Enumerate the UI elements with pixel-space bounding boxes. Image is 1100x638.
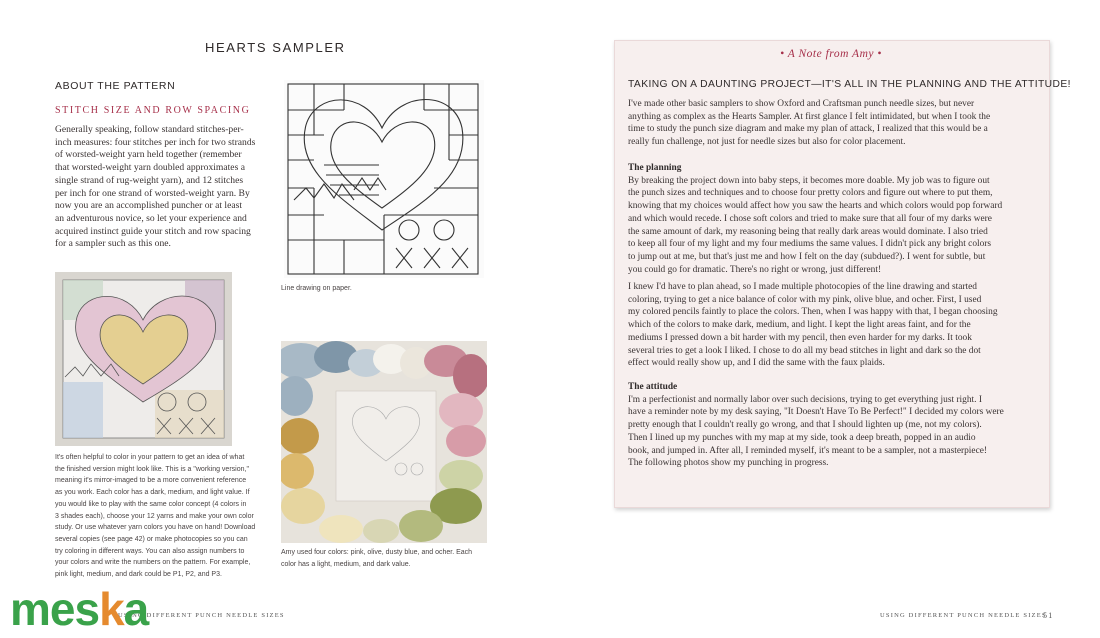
note-line: By breaking the project down into baby steps, it becomes more doable. My job was to figure out <box>628 175 990 186</box>
body-line: per inch for one strand of worsted-weight yarn. By <box>55 187 250 199</box>
logo-part: s <box>74 583 100 635</box>
note-line: book, and jumped in. After all, I reminded myself, it's meant to be a sampler, not a masterpiece! <box>628 445 988 456</box>
note-line: to keep all four of my light and my four mediums the same values. I didn't pick any bright colors <box>628 239 992 250</box>
note-line: really fun challenge, not just for needle sizes but also for color placement. <box>628 137 906 148</box>
body-line: Generally speaking, follow standard stitches-per- <box>55 124 244 135</box>
line-drawing-image <box>284 80 484 278</box>
note-line: several tries to get a look I liked. I chose to do all my bead stitches in light and dark so the dot <box>628 345 981 356</box>
body-line: acquired instinct guide your stitch and row spacing <box>55 225 251 237</box>
sub-heading: STITCH SIZE AND ROW SPACING <box>55 105 251 116</box>
note-line: you could go for dramatic. There's no right or wrong, just different! <box>628 264 882 275</box>
caption-line: your colors and write the numbers on the pattern. For example, <box>55 559 251 567</box>
caption-line: try coloring in different ways. You can also assign numbers to <box>55 547 245 555</box>
note-attitude-paragraph <box>628 381 1036 470</box>
page-title: HEARTS SAMPLER <box>205 40 346 55</box>
page-number: 51 <box>1043 611 1054 620</box>
note-intro-paragraph <box>628 98 1036 149</box>
caption-colored-pencil <box>55 452 265 581</box>
left-footer: USING DIFFERENT PUNCH NEEDLE SIZES <box>118 612 285 619</box>
note-line: and which would recede. I chose soft colors and tried to make sure that all four of my darks were <box>628 213 992 224</box>
note-line: coloring, trying to get a nice balance of color with my pink, olive blue, and ocher. First, I used <box>628 294 982 305</box>
note-line: I've made other basic samplers to show Oxford and Craftsman punch needle sizes, but never <box>628 99 975 109</box>
note-line: the punch sizes and techniques and to choose four pretty colors and figure out where to put them, <box>628 188 993 199</box>
note-line: pretty enough that I couldn't really go wrong, and that I should lighten up (me, not my colors). <box>628 420 982 431</box>
note-line: anything as complex as the Hearts Sampler. At first glance I felt intimidated, but when I took the <box>628 111 991 122</box>
note-line: which of the colors to make dark, medium, and light. I kept the light areas faint, and for the <box>628 320 971 331</box>
body-paragraph <box>55 124 261 251</box>
attitude-heading: The attitude <box>628 382 678 392</box>
caption-line-drawing: Line drawing on paper. <box>281 285 352 292</box>
note-line: I knew I'd have to plan ahead, so I made multiple photocopies of the line drawing and started <box>628 282 977 292</box>
caption-yarn-photo <box>281 547 496 570</box>
body-line: of worsted-weight yarn held together (remember <box>55 149 242 161</box>
logo-part: a <box>123 583 149 635</box>
right-footer: USING DIFFERENT PUNCH NEEDLE SIZES <box>880 612 1047 619</box>
note-line: my colored pencils faintly to place the colors. Then, when I was happy with that, I began choosing <box>628 307 998 318</box>
caption-line: pink light, medium, and dark could be P1, P2, and P3. <box>55 571 222 579</box>
body-line: inch measures: four stitches per inch for two strands <box>55 136 256 148</box>
note-line: Then I lined up my punches with my map at my side, took a deep breath, popped in an audio <box>628 432 976 443</box>
body-line: an adventurous novice, so let your experience and <box>55 212 247 224</box>
logo-part: me <box>10 583 75 635</box>
caption-line: color has a light, medium, and dark value. <box>281 560 411 568</box>
section-title: ABOUT THE PATTERN <box>55 80 176 92</box>
note-line: The following photos show my punching in progress. <box>628 458 829 469</box>
caption-line: several copies (see page 42) or make photocopies so you can <box>55 535 248 543</box>
planning-heading: The planning <box>628 163 682 173</box>
note-line: mediums I pressed down a bit harder with my pencil, then even harder for my darks. It took <box>628 332 972 343</box>
caption-line: you would like to play with the same color concept (4 colors in <box>55 500 247 508</box>
logo-part: k <box>99 583 124 635</box>
yarn-photo-image <box>281 341 487 543</box>
note-title: TAKING ON A DAUNTING PROJECT—IT'S ALL IN THE PLANNING AND THE ATTITUDE! <box>628 79 1071 90</box>
body-line: that worsted-weight yarn doubled approximates a <box>55 162 245 174</box>
note-line: effect would really show up, and I did the same with the faux plaids. <box>628 358 885 369</box>
caption-line: study. Or use whatever yarn colors you have on hand! Download <box>55 524 256 532</box>
body-line: now you are an accomplished puncher or at least <box>55 200 243 212</box>
note-line: the same amount of dark, my reasoning being that really dark areas would dominate. I also tried <box>628 226 988 237</box>
note-line: have a reminder note by my desk saying, "It Doesn't Have To Be Perfect!" I decided my colors were <box>628 407 1004 418</box>
note-line: knowing that my choices would affect how you saw the hearts and which colors would pop forward <box>628 201 1003 212</box>
caption-line: meaning it's mirror-imaged to be a more convenient reference <box>55 477 247 485</box>
colored-pencil-image <box>55 272 232 446</box>
caption-line: the finished version might look like. This is a "working version," <box>55 465 249 473</box>
note-header: • A Note from Amy • <box>780 48 882 60</box>
note-photocopy-paragraph <box>628 281 1036 370</box>
note-planning-paragraph <box>628 162 1036 276</box>
note-line: to jump out at me, but that's just me and how I felt on the day (subdued?). I went for subtle, but <box>628 251 986 262</box>
caption-line: as you work. Each color has a dark, medium, and light value. If <box>55 489 250 497</box>
caption-line: It's often helpful to color in your pattern to get an idea of what <box>55 454 245 461</box>
caption-line: Amy used four colors: pink, olive, dusty blue, and ocher. Each <box>281 549 473 556</box>
note-line: time to study the punch size diagram and make my plan of attack, I realized that this would be a <box>628 124 988 135</box>
meska-logo <box>10 583 149 635</box>
body-line: single strand of rug-weight yarn), and 12 stitches <box>55 174 244 186</box>
caption-line: 3 shades each), choose your 12 yarns and make your own color <box>55 512 254 520</box>
body-line: for a sampler such as this one. <box>55 238 171 250</box>
note-line: I'm a perfectionist and normally labor over such decisions, trying to get everything just right. I <box>628 394 982 405</box>
